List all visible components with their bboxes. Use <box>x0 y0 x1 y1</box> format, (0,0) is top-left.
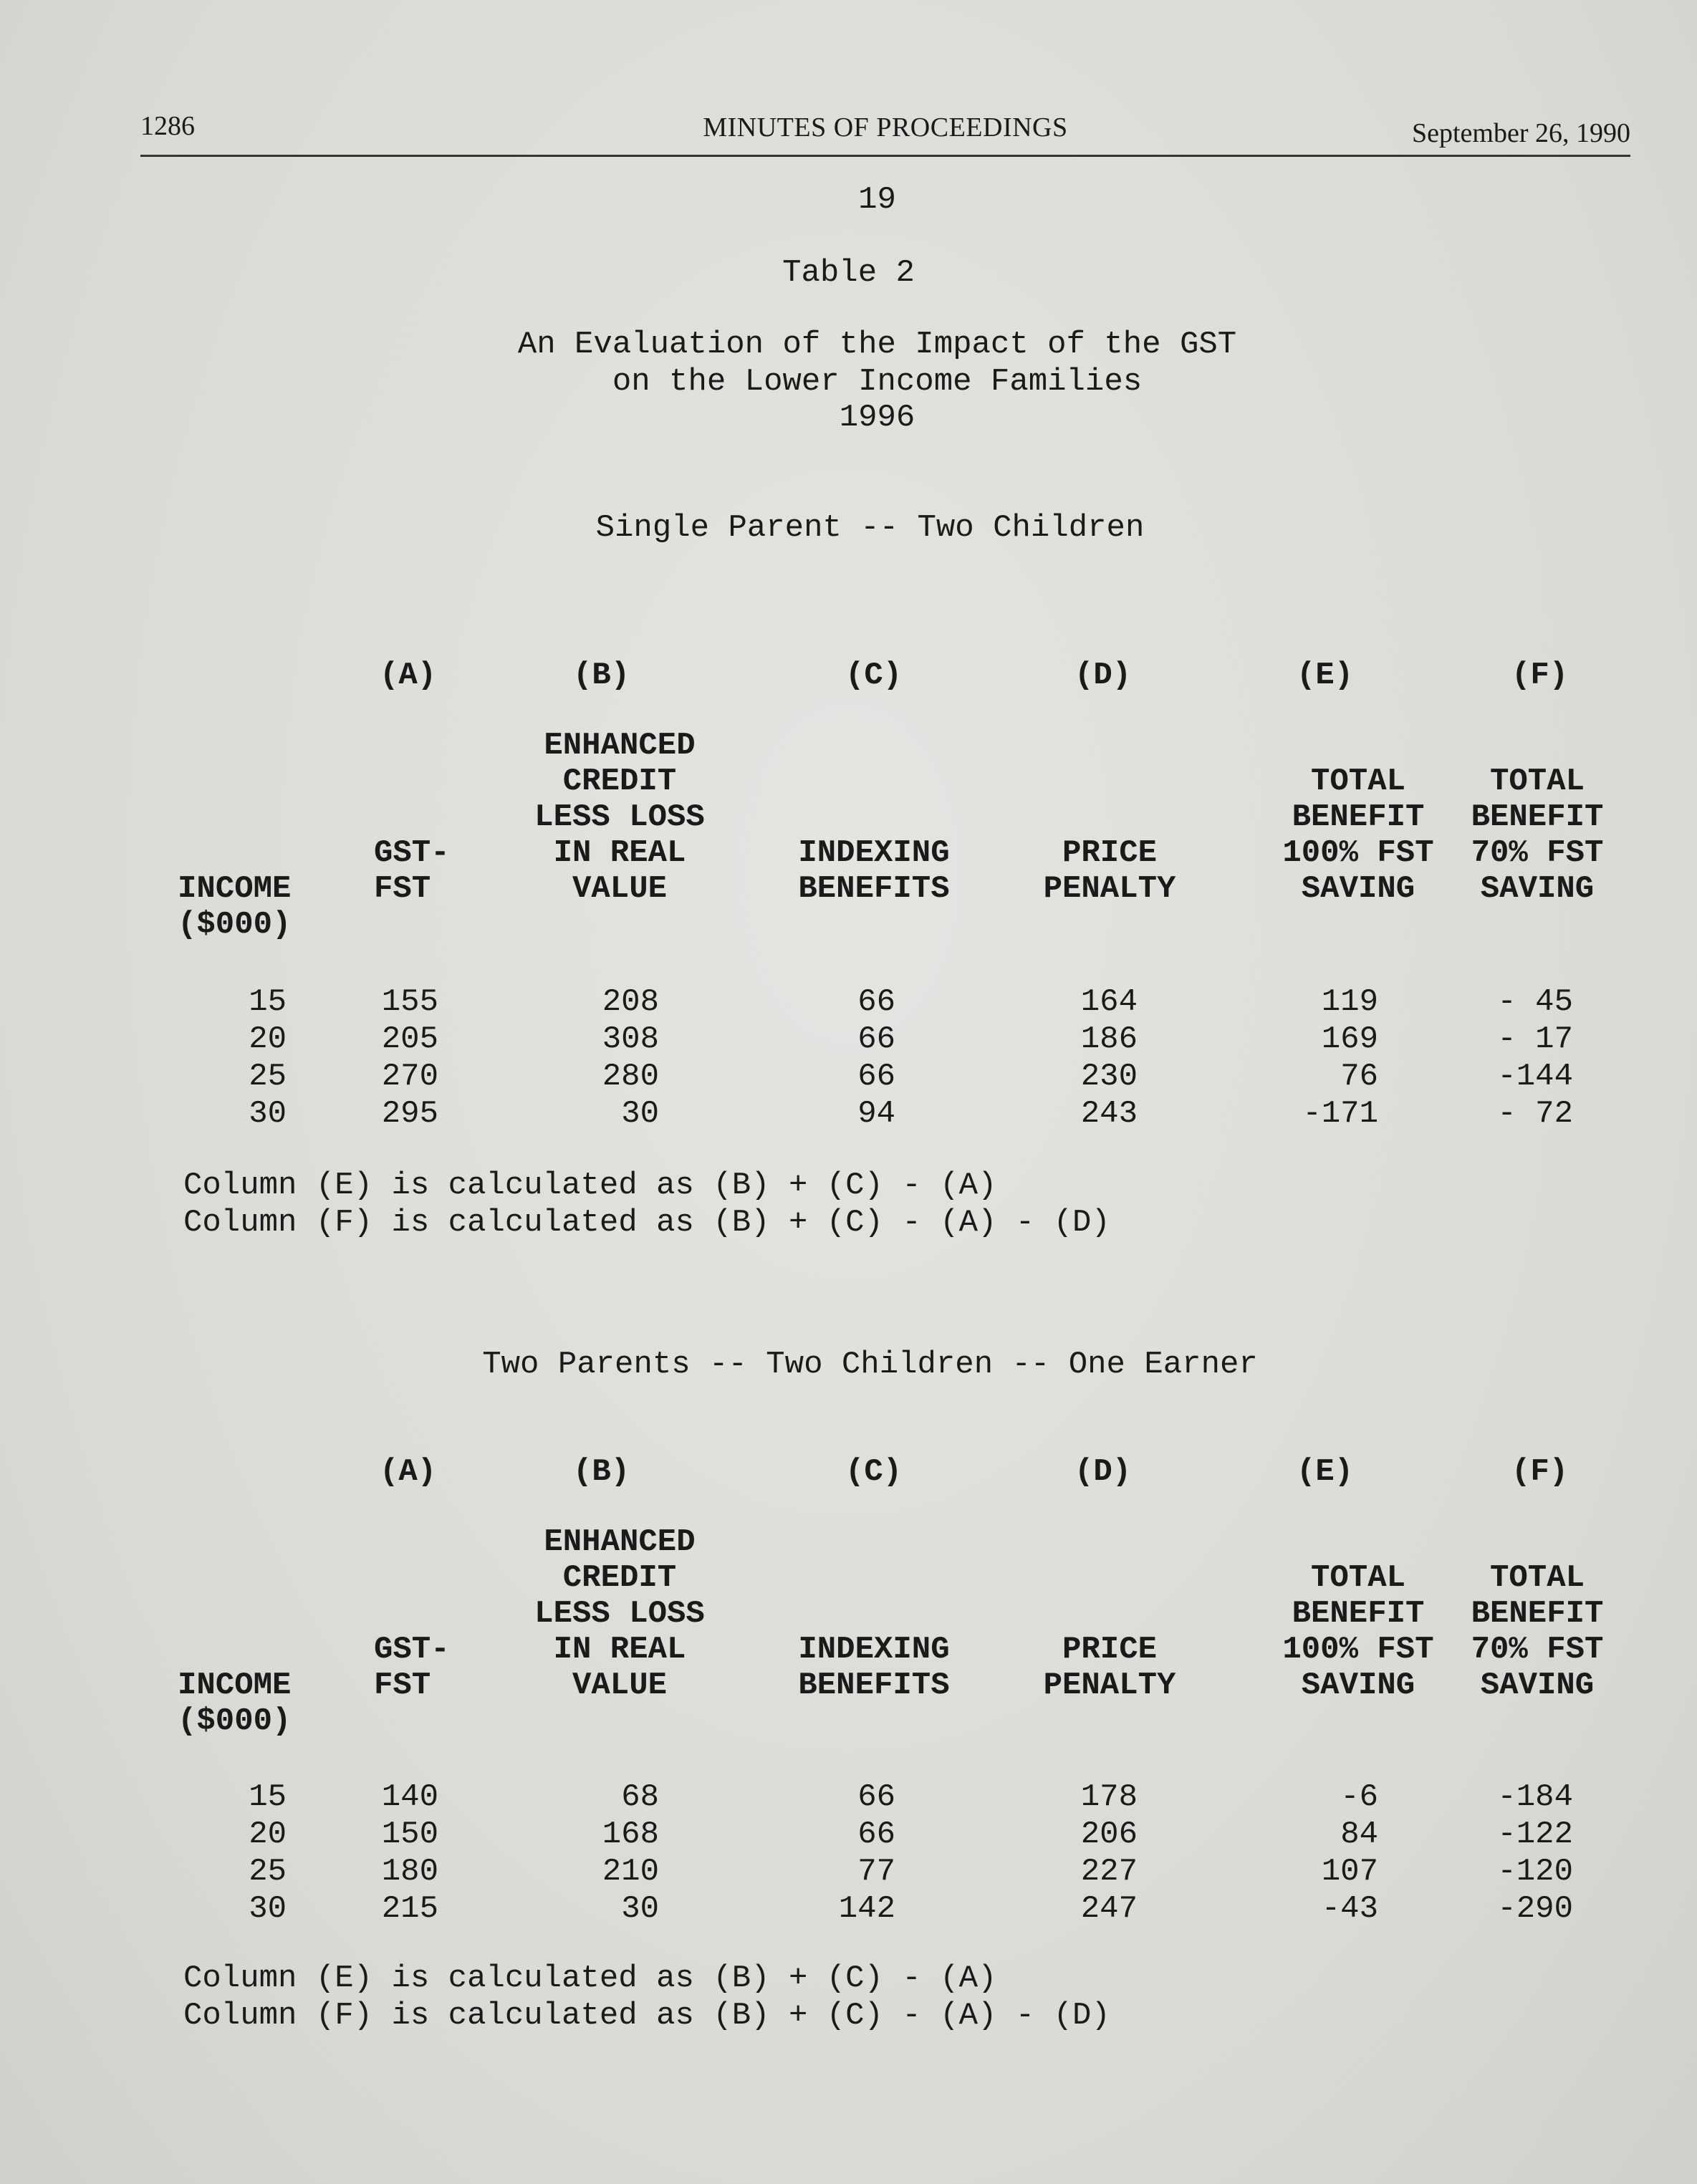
column-header-f-line: BENEFIT <box>1471 1596 1604 1632</box>
table-cell-f: -122 <box>1497 1817 1573 1852</box>
column-header-b-line: CREDIT <box>562 1560 677 1596</box>
column-header-b-line: IN REAL <box>553 835 686 871</box>
column-header-b-line: VALUE <box>572 871 668 907</box>
table-cell-a: 215 <box>381 1891 438 1927</box>
table-cell-e: -171 <box>1302 1096 1378 1132</box>
column-header-a-line: FST <box>374 1668 431 1703</box>
table-cell-d: 178 <box>1080 1779 1138 1815</box>
column-header-f-line: 70% FST <box>1471 1632 1604 1668</box>
table-cell-c: 66 <box>857 1779 895 1815</box>
column-letter-a: (A) <box>380 658 437 693</box>
column-header-f-line: TOTAL <box>1489 764 1585 799</box>
column-header-e-line: TOTAL <box>1310 1560 1406 1596</box>
column-header-e-line: SAVING <box>1301 1668 1415 1703</box>
table-cell-c: 66 <box>857 984 895 1020</box>
table-cell-c: 66 <box>857 1021 895 1057</box>
table-title-line-3: 1996 <box>839 400 915 436</box>
column-header-f-line: SAVING <box>1480 1668 1595 1703</box>
column-header-d-line: PRICE <box>1062 835 1158 871</box>
column-header-f-line: TOTAL <box>1489 1560 1585 1596</box>
column-header-income-line: INCOME <box>178 871 292 907</box>
table-cell-a: 155 <box>381 984 438 1020</box>
table-cell-a: 150 <box>381 1817 438 1852</box>
table-cell-f: -120 <box>1497 1854 1573 1890</box>
table-label: Table 2 <box>782 255 915 291</box>
column-header-f-line: 70% FST <box>1471 835 1604 871</box>
column-header-f-line: BENEFIT <box>1471 799 1604 835</box>
table-cell-d: 227 <box>1080 1854 1138 1890</box>
table-cell-f: - 72 <box>1497 1096 1573 1132</box>
column-header-f-line: SAVING <box>1480 871 1595 907</box>
table-cell-income: 15 <box>249 1779 287 1815</box>
column-header-c-line: BENEFITS <box>798 1668 950 1703</box>
column-header-e-line: SAVING <box>1301 871 1415 907</box>
column-header-e-line: 100% FST <box>1282 835 1434 871</box>
column-header-e-line: 100% FST <box>1282 1632 1434 1668</box>
column-header-e-line: BENEFIT <box>1292 1596 1425 1632</box>
table-cell-f: -184 <box>1497 1779 1573 1815</box>
running-header-date: September 26, 1990 <box>1411 118 1630 148</box>
column-header-a-line: FST <box>374 871 431 907</box>
column-header-b-line: LESS LOSS <box>534 799 705 835</box>
table-cell-e: 119 <box>1321 984 1378 1020</box>
column-letter-f: (F) <box>1511 1454 1569 1490</box>
table-cell-a: 205 <box>381 1021 438 1057</box>
column-header-b-line: LESS LOSS <box>534 1596 705 1632</box>
column-header-b-line: VALUE <box>572 1668 668 1703</box>
table2-note-e: Column (E) is calculated as (B) + (C) - (A) <box>183 1961 997 1996</box>
column-letter-d: (D) <box>1075 658 1132 693</box>
column-header-e-line: BENEFIT <box>1292 799 1425 835</box>
table1-note-f: Column (F) is calculated as (B) + (C) - (A) - (D) <box>183 1205 1110 1241</box>
table-cell-e: 76 <box>1340 1059 1378 1095</box>
table-cell-b: 308 <box>602 1021 659 1057</box>
table-cell-e: -43 <box>1321 1891 1378 1927</box>
table-cell-d: 186 <box>1080 1021 1138 1057</box>
column-header-a-line: GST- <box>374 835 450 871</box>
column-letter-b: (B) <box>573 658 630 693</box>
column-header-d-line: PRICE <box>1062 1632 1158 1668</box>
table-cell-a: 295 <box>381 1096 438 1132</box>
table-cell-d: 206 <box>1080 1817 1138 1852</box>
column-header-c-line: INDEXING <box>798 835 950 871</box>
column-header-c-line: INDEXING <box>798 1632 950 1668</box>
table-cell-c: 142 <box>838 1891 895 1927</box>
column-letter-e: (E) <box>1297 658 1354 693</box>
table-cell-f: - 17 <box>1497 1021 1573 1057</box>
column-letter-b: (B) <box>573 1454 630 1490</box>
page-marker: 19 <box>858 182 896 218</box>
column-header-b-line: CREDIT <box>562 764 677 799</box>
column-letter-d: (D) <box>1075 1454 1132 1490</box>
running-header-title: MINUTES OF PROCEEDINGS <box>703 112 1068 143</box>
column-letter-c: (C) <box>845 1454 903 1490</box>
table-cell-b: 208 <box>602 984 659 1020</box>
table-cell-e: 107 <box>1321 1854 1378 1890</box>
table-cell-d: 247 <box>1080 1891 1138 1927</box>
table-cell-b: 68 <box>621 1779 659 1815</box>
table1-note-e: Column (E) is calculated as (B) + (C) - (A) <box>183 1168 997 1203</box>
table-cell-e: 169 <box>1321 1021 1378 1057</box>
table-cell-income: 25 <box>249 1854 287 1890</box>
table-title-line-1: An Evaluation of the Impact of the GST <box>517 327 1237 362</box>
column-header-c-line: BENEFITS <box>798 871 950 907</box>
section-heading-single-parent: Single Parent -- Two Children <box>595 510 1145 546</box>
column-header-b-line: ENHANCED <box>544 1524 696 1560</box>
table-cell-d: 230 <box>1080 1059 1138 1095</box>
column-letter-f: (F) <box>1511 658 1569 693</box>
table-cell-b: 210 <box>602 1854 659 1890</box>
table-cell-f: -144 <box>1497 1059 1573 1095</box>
table-cell-income: 25 <box>249 1059 287 1095</box>
running-header <box>140 106 1630 157</box>
column-header-b-line: ENHANCED <box>544 728 696 764</box>
column-header-d-line: PENALTY <box>1043 871 1176 907</box>
column-header-a-line: GST- <box>374 1632 450 1668</box>
table-cell-a: 180 <box>381 1854 438 1890</box>
table-cell-income: 15 <box>249 984 287 1020</box>
column-letter-e: (E) <box>1297 1454 1354 1490</box>
column-header-income-line: ($000) <box>178 1703 292 1739</box>
table-cell-e: -6 <box>1340 1779 1378 1815</box>
table-cell-b: 280 <box>602 1059 659 1095</box>
table-cell-f: - 45 <box>1497 984 1573 1020</box>
column-header-e-line: TOTAL <box>1310 764 1406 799</box>
table-cell-c: 66 <box>857 1817 895 1852</box>
table-cell-d: 164 <box>1080 984 1138 1020</box>
section-heading-two-parents: Two Parents -- Two Children -- One Earner <box>482 1347 1258 1382</box>
table-cell-d: 243 <box>1080 1096 1138 1132</box>
table-cell-a: 140 <box>381 1779 438 1815</box>
table-cell-c: 77 <box>857 1854 895 1890</box>
column-letter-a: (A) <box>380 1454 437 1490</box>
table-cell-income: 30 <box>249 1891 287 1927</box>
column-header-d-line: PENALTY <box>1043 1668 1176 1703</box>
table2-note-f: Column (F) is calculated as (B) + (C) - (A) - (D) <box>183 1998 1110 2034</box>
table-cell-f: -290 <box>1497 1891 1573 1927</box>
table-cell-income: 20 <box>249 1817 287 1852</box>
table-cell-c: 94 <box>857 1096 895 1132</box>
column-header-b-line: IN REAL <box>553 1632 686 1668</box>
column-letter-c: (C) <box>845 658 903 693</box>
table-cell-b: 30 <box>621 1096 659 1132</box>
table-title-line-2: on the Lower Income Families <box>612 364 1143 400</box>
table-cell-c: 66 <box>857 1059 895 1095</box>
table-cell-b: 30 <box>621 1891 659 1927</box>
running-header-page-number: 1286 <box>140 111 195 141</box>
table-cell-income: 30 <box>249 1096 287 1132</box>
table-cell-a: 270 <box>381 1059 438 1095</box>
column-header-income-line: ($000) <box>178 907 292 943</box>
column-header-income-line: INCOME <box>178 1668 292 1703</box>
table-cell-b: 168 <box>602 1817 659 1852</box>
table-cell-e: 84 <box>1340 1817 1378 1852</box>
table-cell-income: 20 <box>249 1021 287 1057</box>
